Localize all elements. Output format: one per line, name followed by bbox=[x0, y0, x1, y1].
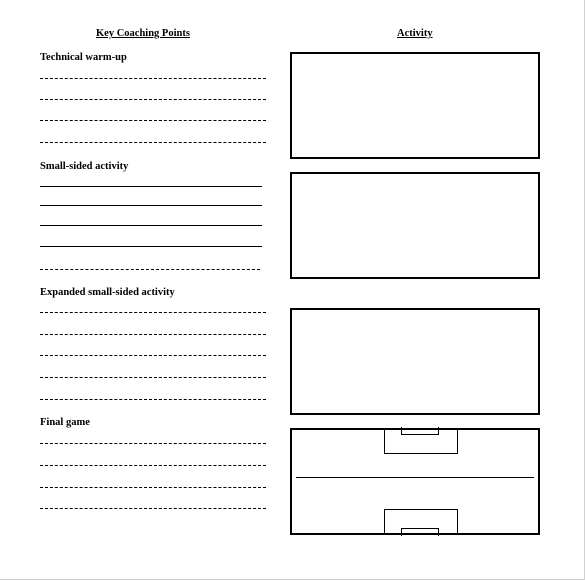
top-goal-area bbox=[401, 427, 439, 435]
header-activity: Activity bbox=[397, 28, 433, 39]
notes-line[interactable] bbox=[40, 355, 266, 356]
section-title-final-game: Final game bbox=[40, 417, 90, 428]
activity-box-expanded-small-sided-activity[interactable] bbox=[290, 308, 540, 415]
notes-line[interactable] bbox=[40, 205, 262, 206]
notes-line[interactable] bbox=[40, 186, 262, 187]
notes-line[interactable] bbox=[40, 443, 266, 444]
notes-line[interactable] bbox=[40, 225, 262, 226]
section-title-expanded-small-sided-activity: Expanded small-sided activity bbox=[40, 287, 175, 298]
section-title-small-sided-activity: Small-sided activity bbox=[40, 161, 129, 172]
notes-line[interactable] bbox=[40, 487, 266, 488]
notes-line[interactable] bbox=[40, 312, 266, 313]
activity-box-small-sided-activity[interactable] bbox=[290, 172, 540, 279]
activity-box-technical-warm-up[interactable] bbox=[290, 52, 540, 159]
header-key-coaching-points: Key Coaching Points bbox=[96, 28, 190, 39]
notes-line[interactable] bbox=[40, 334, 266, 335]
notes-line[interactable] bbox=[40, 269, 260, 270]
notes-line[interactable] bbox=[40, 377, 266, 378]
notes-line[interactable] bbox=[40, 120, 266, 121]
halfway-line bbox=[296, 477, 534, 478]
notes-line[interactable] bbox=[40, 246, 262, 247]
top-penalty-area bbox=[384, 428, 458, 454]
section-title-technical-warm-up: Technical warm-up bbox=[40, 52, 127, 63]
notes-line[interactable] bbox=[40, 399, 266, 400]
notes-line[interactable] bbox=[40, 465, 266, 466]
notes-line[interactable] bbox=[40, 78, 266, 79]
notes-line[interactable] bbox=[40, 508, 266, 509]
bottom-penalty-area bbox=[384, 509, 458, 535]
notes-line[interactable] bbox=[40, 142, 266, 143]
soccer-field-diagram[interactable] bbox=[290, 428, 540, 535]
notes-line[interactable] bbox=[40, 99, 266, 100]
bottom-goal-area bbox=[401, 528, 439, 536]
